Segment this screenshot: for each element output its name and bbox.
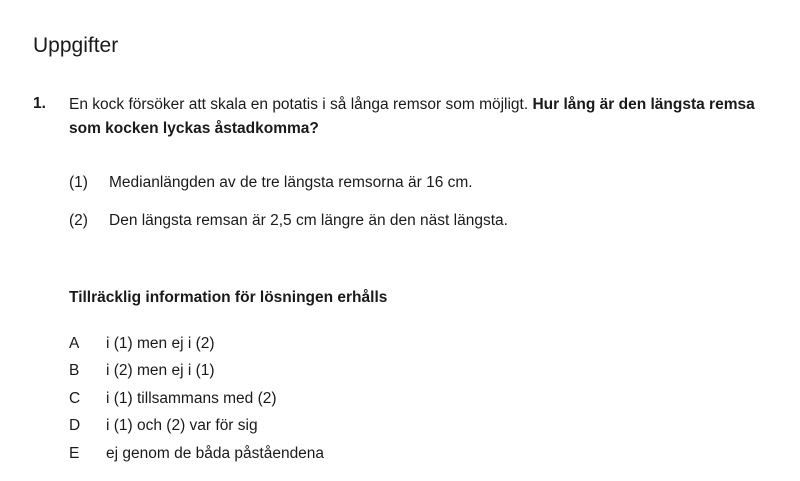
question-number: 1. [33, 95, 46, 112]
statement-number: (1) [69, 174, 88, 191]
option-text: ej genom de båda påståendena [106, 445, 325, 462]
statement-text: Medianlängden av de tre längsta remsorna är 16 cm. [109, 174, 473, 191]
statement-2 [69, 210, 508, 232]
statement-text: Den längsta remsan är 2,5 cm längre än den näst längsta. [109, 212, 508, 229]
statement-number: (2) [69, 212, 88, 229]
option-c [69, 388, 277, 410]
answer-section-heading: Tillräcklig information för lösningen erhålls [69, 289, 388, 306]
option-a [69, 333, 215, 355]
option-e [69, 443, 324, 465]
option-text: i (1) men ej i (2) [106, 335, 215, 352]
option-letter: A [69, 335, 80, 352]
option-letter: E [69, 445, 80, 462]
option-text: i (2) men ej i (1) [106, 362, 215, 379]
question-text-plain: En kock försöker att skala en potatis i så långa remsor som möjligt. [69, 96, 529, 113]
option-b [69, 360, 215, 382]
question-text [69, 93, 769, 141]
option-d [69, 415, 258, 437]
statement-1 [69, 172, 473, 194]
option-letter: D [69, 417, 81, 434]
question-text-bold: Hur lång är den längsta remsa som kocken lyckas åstadkomma? [69, 96, 755, 137]
option-text: i (1) tillsammans med (2) [106, 390, 277, 407]
option-letter: C [69, 390, 81, 407]
option-letter: B [69, 362, 80, 379]
option-text: i (1) och (2) var för sig [106, 417, 258, 434]
page-title: Uppgifter [33, 34, 119, 57]
